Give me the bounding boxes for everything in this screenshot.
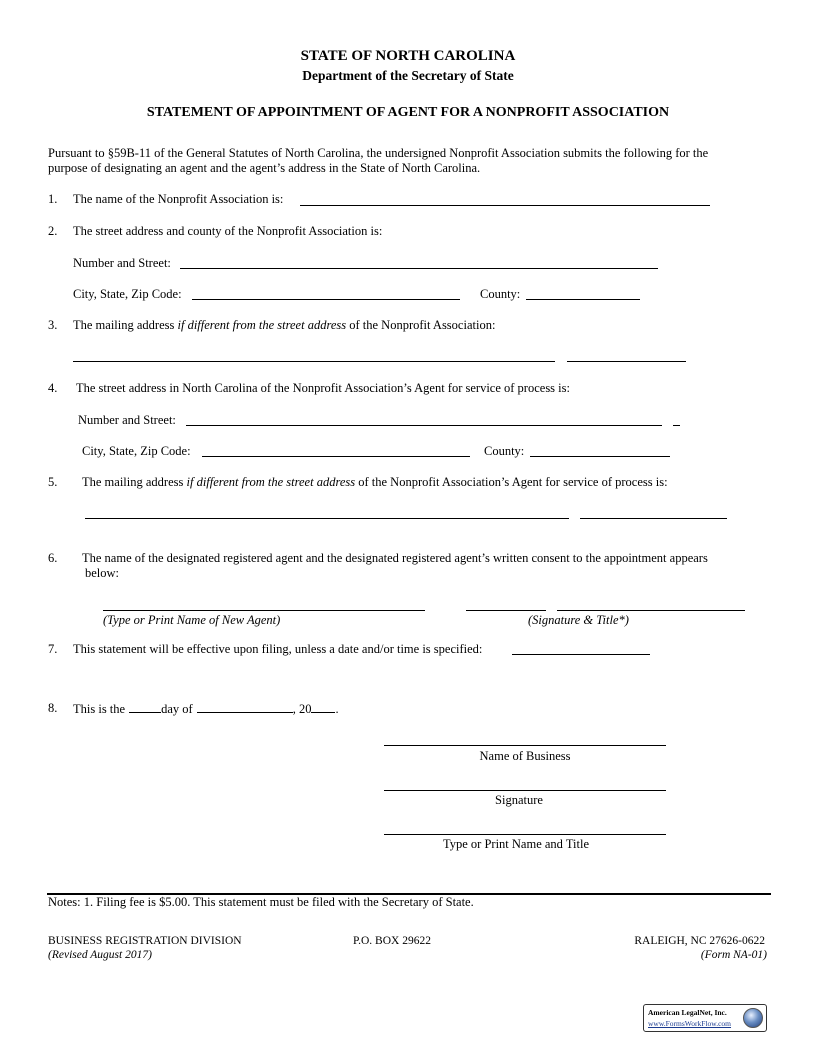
item-number-4: 4. xyxy=(48,381,58,395)
street-address-field[interactable] xyxy=(180,268,658,269)
print-name-field[interactable] xyxy=(384,834,666,835)
mailing-county-field[interactable] xyxy=(567,361,686,362)
business-name-field[interactable] xyxy=(384,745,666,746)
item-number-8: 8. xyxy=(48,701,58,715)
q6-line-1: The name of the designated registered agent and the designated registered agent’s written consent to the appointment appears xyxy=(82,551,708,565)
logo-company: American LegalNet, Inc. xyxy=(648,1008,727,1017)
business-name-caption: Name of Business xyxy=(479,749,571,763)
agent-signature-field[interactable] xyxy=(466,610,546,611)
intro-line-1: Pursuant to §59B-11 of the General Statutes of North Carolina, the undersigned Nonprofit Association submits the following for the xyxy=(48,146,709,160)
q7-label: This statement will be effective upon filing, unless a date and/or time is specified: xyxy=(73,642,483,656)
q6-line-2: below: xyxy=(85,566,120,580)
agent-county-field[interactable] xyxy=(530,456,670,457)
department-heading: Department of the Secretary of State xyxy=(302,68,514,83)
print-name-caption: Type or Print Name and Title xyxy=(443,837,589,851)
agent-city-state-zip-field[interactable] xyxy=(202,456,470,457)
q2-label: The street address and county of the Nonprofit Association is: xyxy=(73,224,383,238)
signature-caption: Signature xyxy=(495,793,543,807)
division-name: BUSINESS REGISTRATION DIVISION xyxy=(48,935,242,947)
form-title: STATEMENT OF APPOINTMENT OF AGENT FOR A NONPROFIT ASSOCIATION xyxy=(146,105,670,120)
item-number-2: 2. xyxy=(48,224,58,238)
item-number-3: 3. xyxy=(48,318,58,332)
q4-label: The street address in North Carolina of the Nonprofit Association’s Agent for service of process is: xyxy=(76,381,570,395)
revised-date: (Revised August 2017) xyxy=(48,949,152,961)
number-street-label-1: Number and Street: xyxy=(73,256,171,270)
county-label-1: County: xyxy=(480,287,521,301)
month-field[interactable] xyxy=(197,701,293,713)
agent-signature-caption: (Signature & Title*) xyxy=(528,613,629,627)
agent-mailing-county-field[interactable] xyxy=(580,518,727,519)
item-number-6: 6. xyxy=(48,551,58,565)
association-name-field[interactable] xyxy=(300,205,710,206)
agent-mailing-address-field[interactable] xyxy=(85,518,569,519)
q1-label: The name of the Nonprofit Association is: xyxy=(73,192,284,206)
item-number-5: 5. xyxy=(48,475,58,489)
county-label-2: County: xyxy=(484,444,525,458)
effective-date-field[interactable] xyxy=(512,654,650,655)
item-number-7: 7. xyxy=(48,642,58,656)
agent-title-field[interactable] xyxy=(557,610,745,611)
city-state-zip-field[interactable] xyxy=(192,299,460,300)
agent-street-extra-field[interactable] xyxy=(673,425,680,426)
number-street-label-2: Number and Street: xyxy=(78,413,176,427)
city-state-zip-label-1: City, State, Zip Code: xyxy=(73,287,182,301)
city-state-zip-label-2: City, State, Zip Code: xyxy=(82,444,191,458)
q5-label: The mailing address if different from the street address of the Nonprofit Association’s Agent for service of process is: xyxy=(82,475,668,489)
city-address: RALEIGH, NC 27626-0622 xyxy=(634,935,765,947)
item-number-1: 1. xyxy=(48,192,58,206)
state-heading: STATE OF NORTH CAROLINA xyxy=(300,48,516,64)
logo-website-link[interactable]: www.FormsWorkFlow.com xyxy=(648,1019,732,1028)
year-field[interactable] xyxy=(311,701,335,713)
day-field[interactable] xyxy=(129,701,161,713)
signature-field[interactable] xyxy=(384,790,666,791)
agent-name-caption: (Type or Print Name of New Agent) xyxy=(103,613,281,627)
agent-street-address-field[interactable] xyxy=(186,425,662,426)
po-box: P.O. BOX 29622 xyxy=(353,935,431,947)
intro-line-2: purpose of designating an agent and the agent’s address in the State of North Carolina. xyxy=(48,161,481,175)
q8-date-line: This is the day of , 20 . xyxy=(73,702,339,716)
county-field[interactable] xyxy=(526,299,640,300)
mailing-address-field[interactable] xyxy=(73,361,555,362)
american-legalnet-logo[interactable] xyxy=(643,1004,767,1032)
notes-text: Notes: 1. Filing fee is $5.00. This statement must be filed with the Secretary of State. xyxy=(48,895,474,909)
q3-label: The mailing address if different from the street address of the Nonprofit Association: xyxy=(73,318,496,332)
form-number: (Form NA-01) xyxy=(700,949,767,961)
globe-icon xyxy=(743,1008,763,1028)
agent-name-field[interactable] xyxy=(103,610,425,611)
